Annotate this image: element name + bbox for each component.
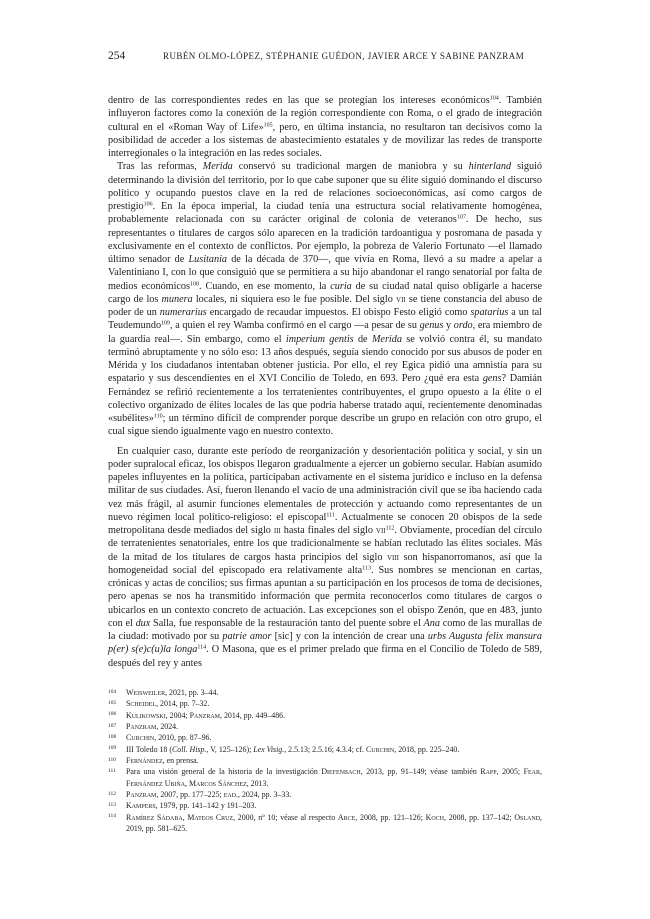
text-run: , era miembro de la guardia real—. Sin embargo, como el — [108, 320, 542, 345]
footnote: 108 Curchin, 2010, pp. 87–96. — [108, 733, 212, 743]
text-run: . Obviamente, procedían del círculo de terratenientes senatoriales, entre los que tradicionalmente se habían reclutado las élites sociales. Más de la mitad de los titulares de cargos hasta principios del siglo — [108, 525, 542, 563]
running-head: RUBÉN OLMO-LÓPEZ, STÉPHANIE GUÉDON, JAVIER ARCE Y SABINE PANZRAM — [163, 51, 525, 61]
text-run: encargado de recaudar impuestos. El obispo Festo eligió como — [206, 307, 471, 318]
italic-text: Merida — [202, 161, 233, 173]
small-caps-text: ead. — [223, 790, 238, 800]
italic-text: genus — [419, 320, 444, 332]
footnote: 111 Para una visión general de la historia de la investigación Diefenbach, 2013, pp. 91–149; véase también Rapp, 2005; Fear, Fernández Ubiña, Marcos Sánchez, 2013. — [108, 767, 542, 788]
footnote: 107 Panzram, 2024. — [108, 722, 179, 732]
footnote-ref: 108 — [190, 281, 199, 287]
small-caps-text: Koch — [425, 812, 444, 822]
text-run: . Cuando, en ese momento, la — [199, 280, 331, 292]
italic-text: Ana — [423, 617, 440, 629]
small-caps-text: Arce — [337, 812, 356, 822]
small-caps-text: Curchin — [365, 744, 395, 754]
text-run: En cualquier caso, durante este período de reorganización y desorientación política y social, y sin un poder supralocal eficaz, los obispos llegaron gradualmente a ejercer un gobierno secular. Habían asumido papeles influyentes en la política, participaban activamente en el sistema jurídico e incluso en la defensa militar de sus ciudades. Así, fueron llenando el vacío de una administración civil que se iba haciendo cada vez más frágil, al asumir funciones elementales de protección y actuando como representantes de un nuevo régimen local político-religioso: el episcopal — [108, 445, 542, 523]
paragraph — [108, 445, 542, 670]
text-run: . Actualmente se conocen 20 obispos de la sede metropolitana desde mediados del siglo — [108, 511, 542, 536]
text-run: , 2004; — [165, 710, 190, 720]
italic-text: urbs Augusta felix mansura p(er) s(e)c(u)la longa — [108, 631, 542, 656]
text-run: , 2024. — [156, 722, 179, 732]
footnote-ref: 109 — [161, 320, 171, 327]
text-run: se volvió contra él, su mandato terminó abruptamente y no sólo eso: 13 años después, seguía siendo conocido por sus abusos de poder en Mérida y los ciudadanos intentaban obtener justicia. Por ello, el rey Egica pidió una amnistía para su espatario y sus descendientes en el XVI Concilio de Toledo, en 693. Pero ¿qué era esta — [108, 333, 543, 385]
footnote-ref: 112 — [385, 525, 395, 532]
footnote: 110 Fernández, en prensa. — [108, 756, 199, 766]
text-run: de su ciudad natal quiso obligarle a hacerse cargo de los — [108, 280, 542, 305]
text-run: conservó su tradicional margen de maniobra y su — [232, 161, 469, 173]
italic-text: imperium gentis — [285, 333, 354, 345]
text-run: siguió determinando la división del territorio, por lo que cabe suponer que su élite siguió dominando el discurso político y ocupando puestos clave en la red de relaciones socioeconómicas, así como cargos de prestigio — [108, 161, 543, 212]
text-run: . Sus nombres se mencionan en cartas, crónicas y actas de concilios; sus firmas apuntan a su participación en los procesos de toma de decisiones, pero apenas se nos ha transmitido información que permita reconocerlos como titulares de cargos o ubicarlos en un contexto concreto de actuación. Las excepciones son el obispo Zenón, que en 483, junto con el — [108, 564, 543, 629]
small-caps-text: Panzram — [189, 710, 220, 720]
footnote-ref: 110 — [153, 413, 163, 420]
text-run: se tiene constancia del abuso de poder de un — [108, 293, 542, 318]
text-run: , 2019, pp. 581–625. — [126, 812, 543, 834]
text-run: , 2008, pp. 121–126; — [355, 812, 426, 822]
italic-text: Coll. Hisp. — [171, 744, 207, 754]
text-run: son hispanorromanos, así que la homogeneidad social del episcopado era relativamente alta — [108, 551, 542, 576]
text-run: , 2010, pp. 87–96. — [154, 733, 212, 743]
text-run: , 2000, nº 10; véase al respecto — [233, 812, 338, 822]
text-run: a un tal Teudemundo — [108, 307, 543, 332]
paragraph — [108, 94, 542, 160]
small-caps-text: Curchin — [126, 733, 155, 743]
footnote: 114 Ramírez Sádaba, Mateos Cruz, 2000, nº 10; véase al respecto Arce, 2008, pp. 121–126; Koch, 2008, pp. 137–142; Osland, 2019, pp. 581–625. — [108, 812, 543, 834]
text-run: ? Damián Fernández se refirió recientemente a los terratenientes contribuyentes, el grupo opuesto a la élite o el colectivo organizado de élites locales de las que podría haberse tratado aquí, recientemente denominadas «subélites» — [108, 373, 542, 424]
text-run: , pero, en última instancia, no resultaron tan decisivos como la posibilidad de acceder a los sistemas de abastecimiento estatales y de movilizar las redes de transporte interregionales o la integración en las redes sociales. — [108, 121, 542, 159]
text-run: ; un término difícil de comprender porque describe un grupo en relación con otro grupo, el cual sigue siendo igualmente vago en nuestro contexto. — [108, 413, 542, 438]
text-run: locales, ni siquiera eso le fue posible. Del siglo — [192, 293, 397, 305]
text-run: . O Masona, que es el primer prelado que firma en el Concilio de Toledo de 589, después del rey y antes — [108, 644, 542, 669]
italic-text: Lex Visig. — [253, 744, 285, 754]
footnote: 113 Kampers, 1979, pp. 141–142 y 191–203. — [108, 801, 257, 811]
italic-text: munera — [161, 293, 193, 305]
italic-text: spatarius — [470, 307, 509, 318]
small-caps-text: Ramírez Sádaba, Mateos Cruz — [126, 812, 234, 822]
footnote-ref: 105 — [263, 122, 273, 128]
text-run: como de las murallas de la ciudad: motivado por su — [108, 617, 542, 642]
text-run: , 2007, pp. 177–225; — [156, 790, 224, 800]
small-caps-text: Scheidel — [126, 699, 157, 709]
small-caps-text: Diefenbach — [321, 767, 361, 777]
text-run: dentro de las correspondientes redes en las que se protegían los intereses económicos — [108, 95, 490, 106]
footnote-ref: 106 — [143, 201, 153, 208]
page-number: 254 — [108, 50, 126, 62]
italic-text: numerarius — [159, 307, 207, 318]
italic-text: dux — [135, 617, 151, 629]
text-run: Tras las reformas, — [117, 161, 203, 173]
text-run: , 2014, pp. 449–486. — [220, 710, 286, 720]
text-run: . También influyeron factores como la conexión de la región correspondiente con Roma, o el grado de integración cultural en el «Roman Way of Life» — [108, 95, 543, 133]
footnote-ref: 113 — [362, 565, 371, 572]
footnote-ref: 104 — [489, 95, 499, 102]
text-run: , 2.5.13; 2.5.16; 4.3.4; cf. — [284, 744, 366, 754]
small-caps-text: Kampers — [126, 801, 156, 811]
footnote: 112 Panzram, 2007, pp. 177–225; ead., 2024, pp. 3–33. — [108, 790, 292, 800]
small-caps-text: Rapp — [480, 767, 497, 777]
footnote-ref: 111 — [326, 512, 335, 519]
text-run: . De hecho, sus representantes o titulares de cargos sólo aparecen en la tradición tardoantigua y posromana de pasada y exclusivamente en el contexto de conflictos. Por ejemplo, la pobreza de Valerio Fortunato —el llamado último senador de — [108, 214, 542, 265]
text-run: [sic] y con la intención de crear una — [271, 631, 428, 642]
text-run: Salla, fue responsable de la restauración tanto del puente sobre el — [150, 617, 424, 629]
main-text — [108, 94, 542, 670]
small-caps-text: viii — [386, 551, 400, 563]
small-caps-text: Panzram — [126, 722, 157, 732]
page-header — [108, 50, 542, 64]
footnote-ref: 114 — [197, 644, 207, 651]
footnotes — [108, 687, 542, 834]
footnote: 109 III Toledo 18 (Coll. Hisp., V, 125–126); Lex Visig., 2.5.13; 2.5.16; 4.3.4; cf. Curchin, 2018, pp. 225–240. — [108, 744, 460, 754]
text-run: . En la época imperial, la ciudad tenía una estructura social relativamente homogénea, probablemente relacionada con su carácter original de colonia de veteranos — [108, 201, 542, 226]
text-run: , 1979, pp. 141–142 y 191–203. — [155, 801, 257, 811]
text-run: , 2013. — [246, 778, 269, 788]
italic-text: curia — [330, 280, 352, 292]
text-run: , 2008, pp. 137–142; — [444, 812, 515, 822]
small-caps-text: vii — [396, 293, 406, 305]
footnote-ref: 107 — [456, 214, 466, 221]
text-run: , V, 125–126); — [206, 744, 254, 754]
text-run: , 2021, pp. 3–44. — [165, 688, 219, 697]
small-caps-text: Fernández — [126, 756, 163, 766]
small-caps-text: Panzram — [126, 790, 157, 800]
text-run: hasta finales del siglo — [280, 525, 376, 536]
italic-text: ordo — [453, 320, 473, 332]
text-run: , a quien el rey Wamba confirmó en el cargo —a pesar de su — [170, 320, 420, 332]
paragraph — [108, 160, 542, 438]
italic-text: gens — [482, 373, 502, 385]
text-run: y — [443, 320, 454, 332]
small-caps-text: Weisweiler — [126, 688, 166, 697]
footnote: 105 Scheidel, 2014, pp. 7–32. — [108, 699, 210, 709]
small-caps-text: Fear, Fernández Ubiña, Marcos Sánchez — [126, 767, 542, 788]
italic-text: hinterland — [468, 161, 512, 173]
small-caps-text: vii — [375, 525, 386, 536]
small-caps-text: Osland — [514, 812, 541, 822]
italic-text: Lusitania — [188, 254, 228, 265]
text-run: III Toledo 18 ( — [126, 744, 172, 754]
italic-text: patrie amor — [222, 631, 272, 642]
small-caps-text: iii — [273, 525, 281, 536]
footnote: 106 Kulikowski, 2004; Panzram, 2014, pp. 449–486. — [108, 710, 286, 720]
text-run: , en prensa. — [162, 756, 199, 766]
footnote: 104 Weisweiler, 2021, pp. 3–44. — [108, 688, 219, 697]
text-run: , 2024, pp. 3–33. — [238, 790, 292, 800]
italic-text: Merida — [371, 333, 402, 345]
text-run: , 2005; — [496, 767, 524, 777]
text-run: Para una visión general de la historia de la investigación — [126, 767, 322, 777]
text-run: , 2018, pp. 225–240. — [394, 744, 460, 754]
text-run: de la década de 370—, que vivía en Roma, llevó a su madre a apelar a Valentiniano I, con lo que consiguió que se permitiera a su hijo abandonar el rango senatorial por falta de medios económicos — [108, 254, 543, 292]
text-run: de — [353, 333, 372, 345]
text-run: , 2013, pp. 91–149; véase también — [360, 767, 481, 777]
small-caps-text: Kulikowski — [126, 710, 166, 720]
text-run: , 2014, pp. 7–32. — [156, 699, 210, 709]
